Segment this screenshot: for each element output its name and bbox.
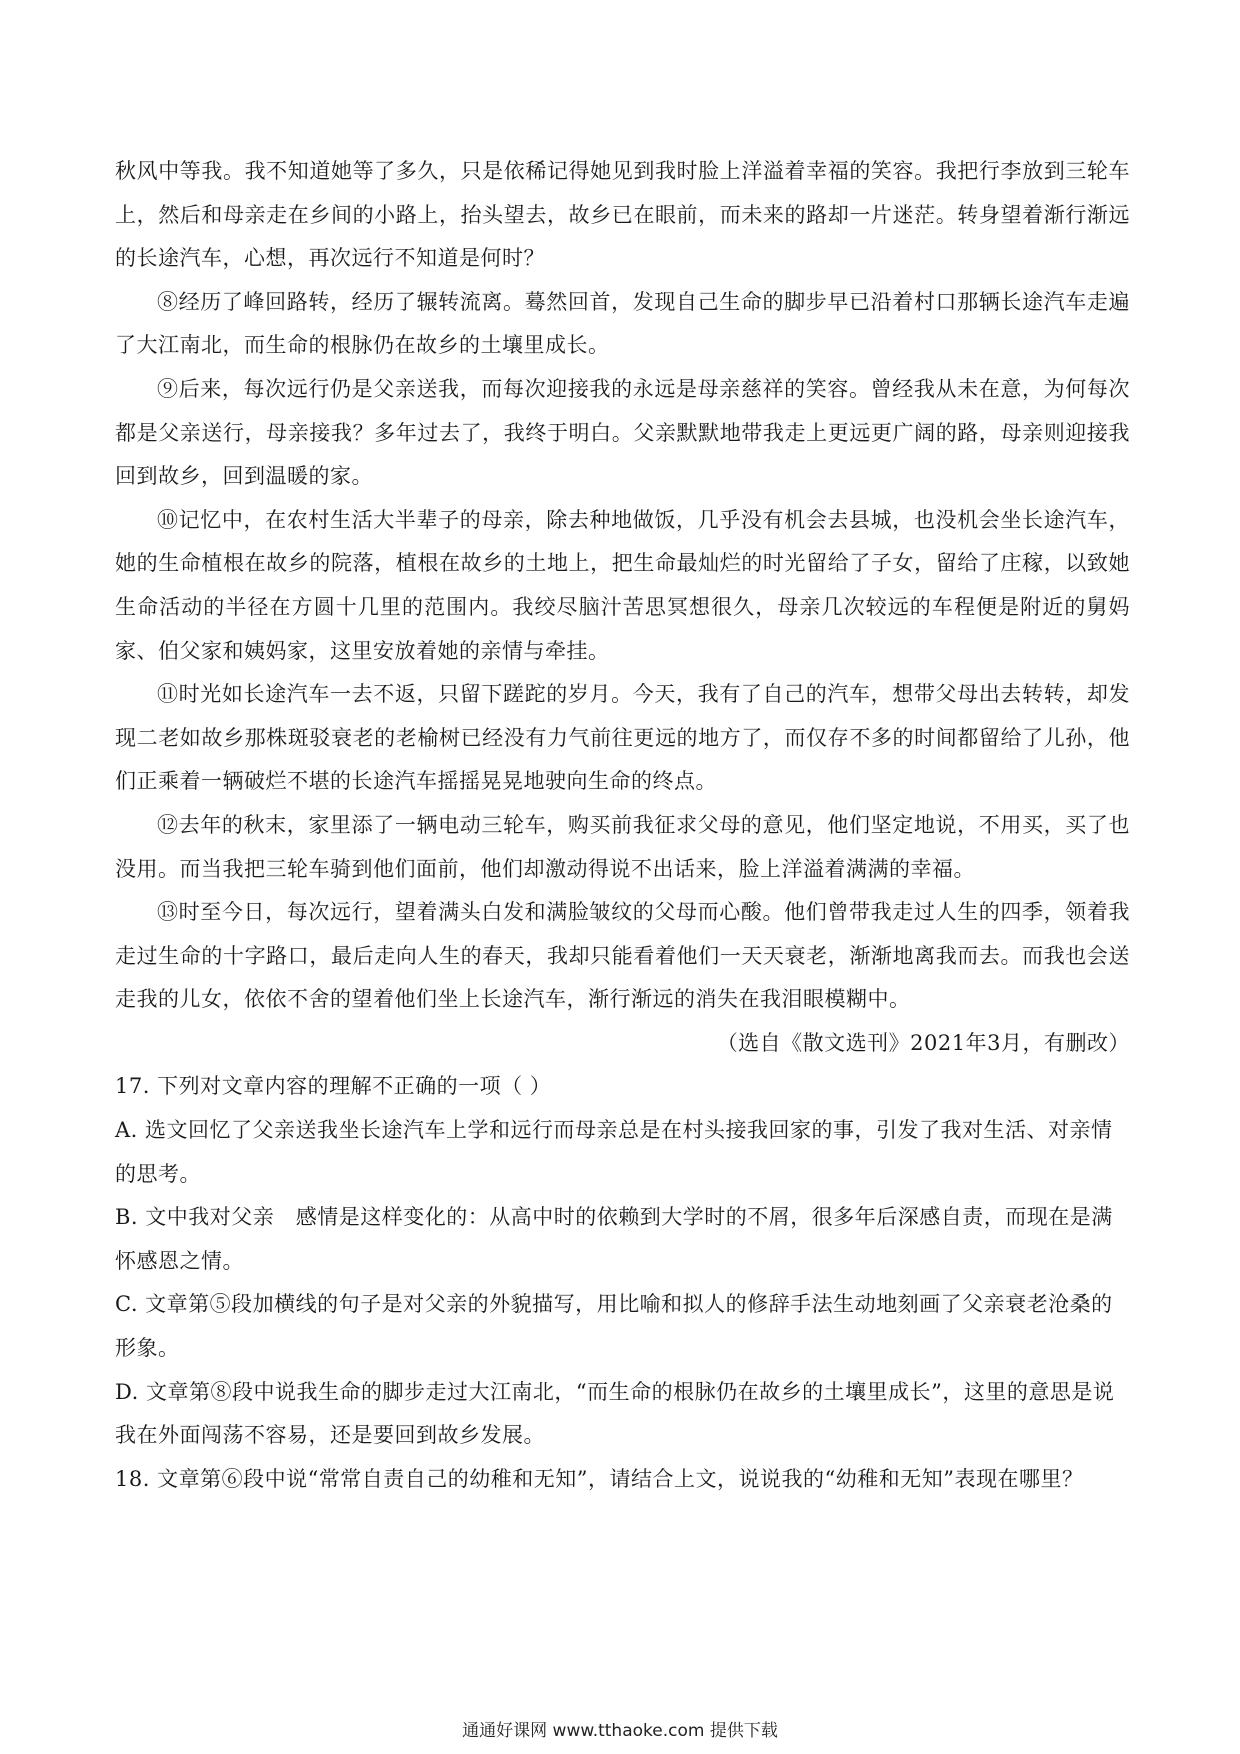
paragraph-9: ⑨后来，每次远行仍是父亲送我，而每次迎接我的永远是母亲慈祥的笑容。曾经我从未在意，为何每次都是父亲送行，母亲接我？多年过去了，我终于明白。父亲默默地带我走上更远更广阔的路，母亲则迎接我回到故乡，回到温暖的家。 (115, 376, 1130, 489)
question-17-option-b: B. 文中我对父亲 感情是这样变化的：从高中时的依赖到大学时的不屑，很多年后深感自责，而现在是满怀感恩之情。 (115, 1205, 1113, 1273)
question-17-option-d: D. 文章第⑧段中说我生命的脚步走过大江南北，“而生命的根脉仍在故乡的土壤里成长”，这里的意思是说我在外面闯荡不容易，还是要回到故乡发展。 (115, 1379, 1115, 1448)
paragraph-10: ⑩记忆中，在农村生活大半辈子的母亲，除去种地做饭，几乎没有机会去县城，也没机会坐长途汽车，她的生命植根在故乡的院落，植根在故乡的土地上，把生命最灿烂的时光留给了子女，留给了庄稼，以致她生命活动的半径在方圆十几里的范围内。我绞尽脑汁苦思冥想很久，母亲几次较远的车程便是附近的舅妈家、伯父家和姨妈家，这里安放着她的亲情与牵挂。 (115, 507, 1130, 663)
question-18-stem: 18. 文章第⑥段中说“常常自责自己的幼稚和无知”，请结合上文，说说我的“幼稚和无知”表现在哪里？ (115, 1466, 1084, 1491)
page-footer: 通通好课网 www.tthaoke.com 提供下载 (462, 1721, 778, 1741)
document-body (115, 150, 1130, 1501)
paragraph-13: ⑬时至今日，每次远行，望着满头白发和满脸皱纹的父母而心酸。他们曾带我走过人生的四季，领着我走过生命的十字路口，最后走向人生的春天，我却只能看着他们一天天衰老，渐渐地离我而去。而我也会送走我的儿女，依依不舍的望着他们坐上长途汽车，渐行渐远的消失在我泪眼模糊中。 (115, 900, 1130, 1012)
paragraph-11: ⑪时光如长途汽车一去不返，只留下蹉跎的岁月。今天，我有了自己的汽车，想带父母出去转转，却发现二老如故乡那株斑驳衰老的老榆树已经没有力气前往更远的地方了，而仅存不多的时间都留给了儿孙，他们正乘着一辆破烂不堪的长途汽车摇摇晃晃地驶向生命的终点。 (115, 682, 1130, 794)
article-source: （选自《散文选刊》2021年3月，有删改） (716, 1030, 1130, 1055)
question-17-stem: 17. 下列对文章内容的理解不正确的一项（ ） (115, 1074, 552, 1099)
paragraph-12: ⑫去年的秋末，家里添了一辆电动三轮车，购买前我征求父母的意见，他们坚定地说，不用买，买了也没用。而当我把三轮车骑到他们面前，他们却激动得说不出话来，脸上洋溢着满满的幸福。 (115, 812, 1130, 881)
question-17-option-c: C. 文章第⑤段加横线的句子是对父亲的外貌描写，用比喻和拟人的修辞手法生动地刻画了父亲衰老沧桑的形象。 (115, 1292, 1113, 1361)
question-17-option-a: A. 选文回忆了父亲送我坐长途汽车上学和远行而母亲总是在村头接我回家的事，引发了我对生活、对亲情的思考。 (115, 1118, 1113, 1186)
paragraph-7-tail: 秋风中等我。我不知道她等了多久，只是依稀记得她见到我时脸上洋溢着幸福的笑容。我把行李放到三轮车上，然后和母亲走在乡间的小路上，抬头望去，故乡已在眼前，而未来的路却一片迷茫。转身望着渐行渐远的长途汽车，心想，再次远行不知道是何时？ (115, 159, 1130, 271)
paragraph-8: ⑧经历了峰回路转，经历了辗转流离。蓦然回首，发现自己生命的脚步早已沿着村口那辆长途汽车走遍了大江南北，而生命的根脉仍在故乡的土壤里成长。 (115, 289, 1130, 358)
